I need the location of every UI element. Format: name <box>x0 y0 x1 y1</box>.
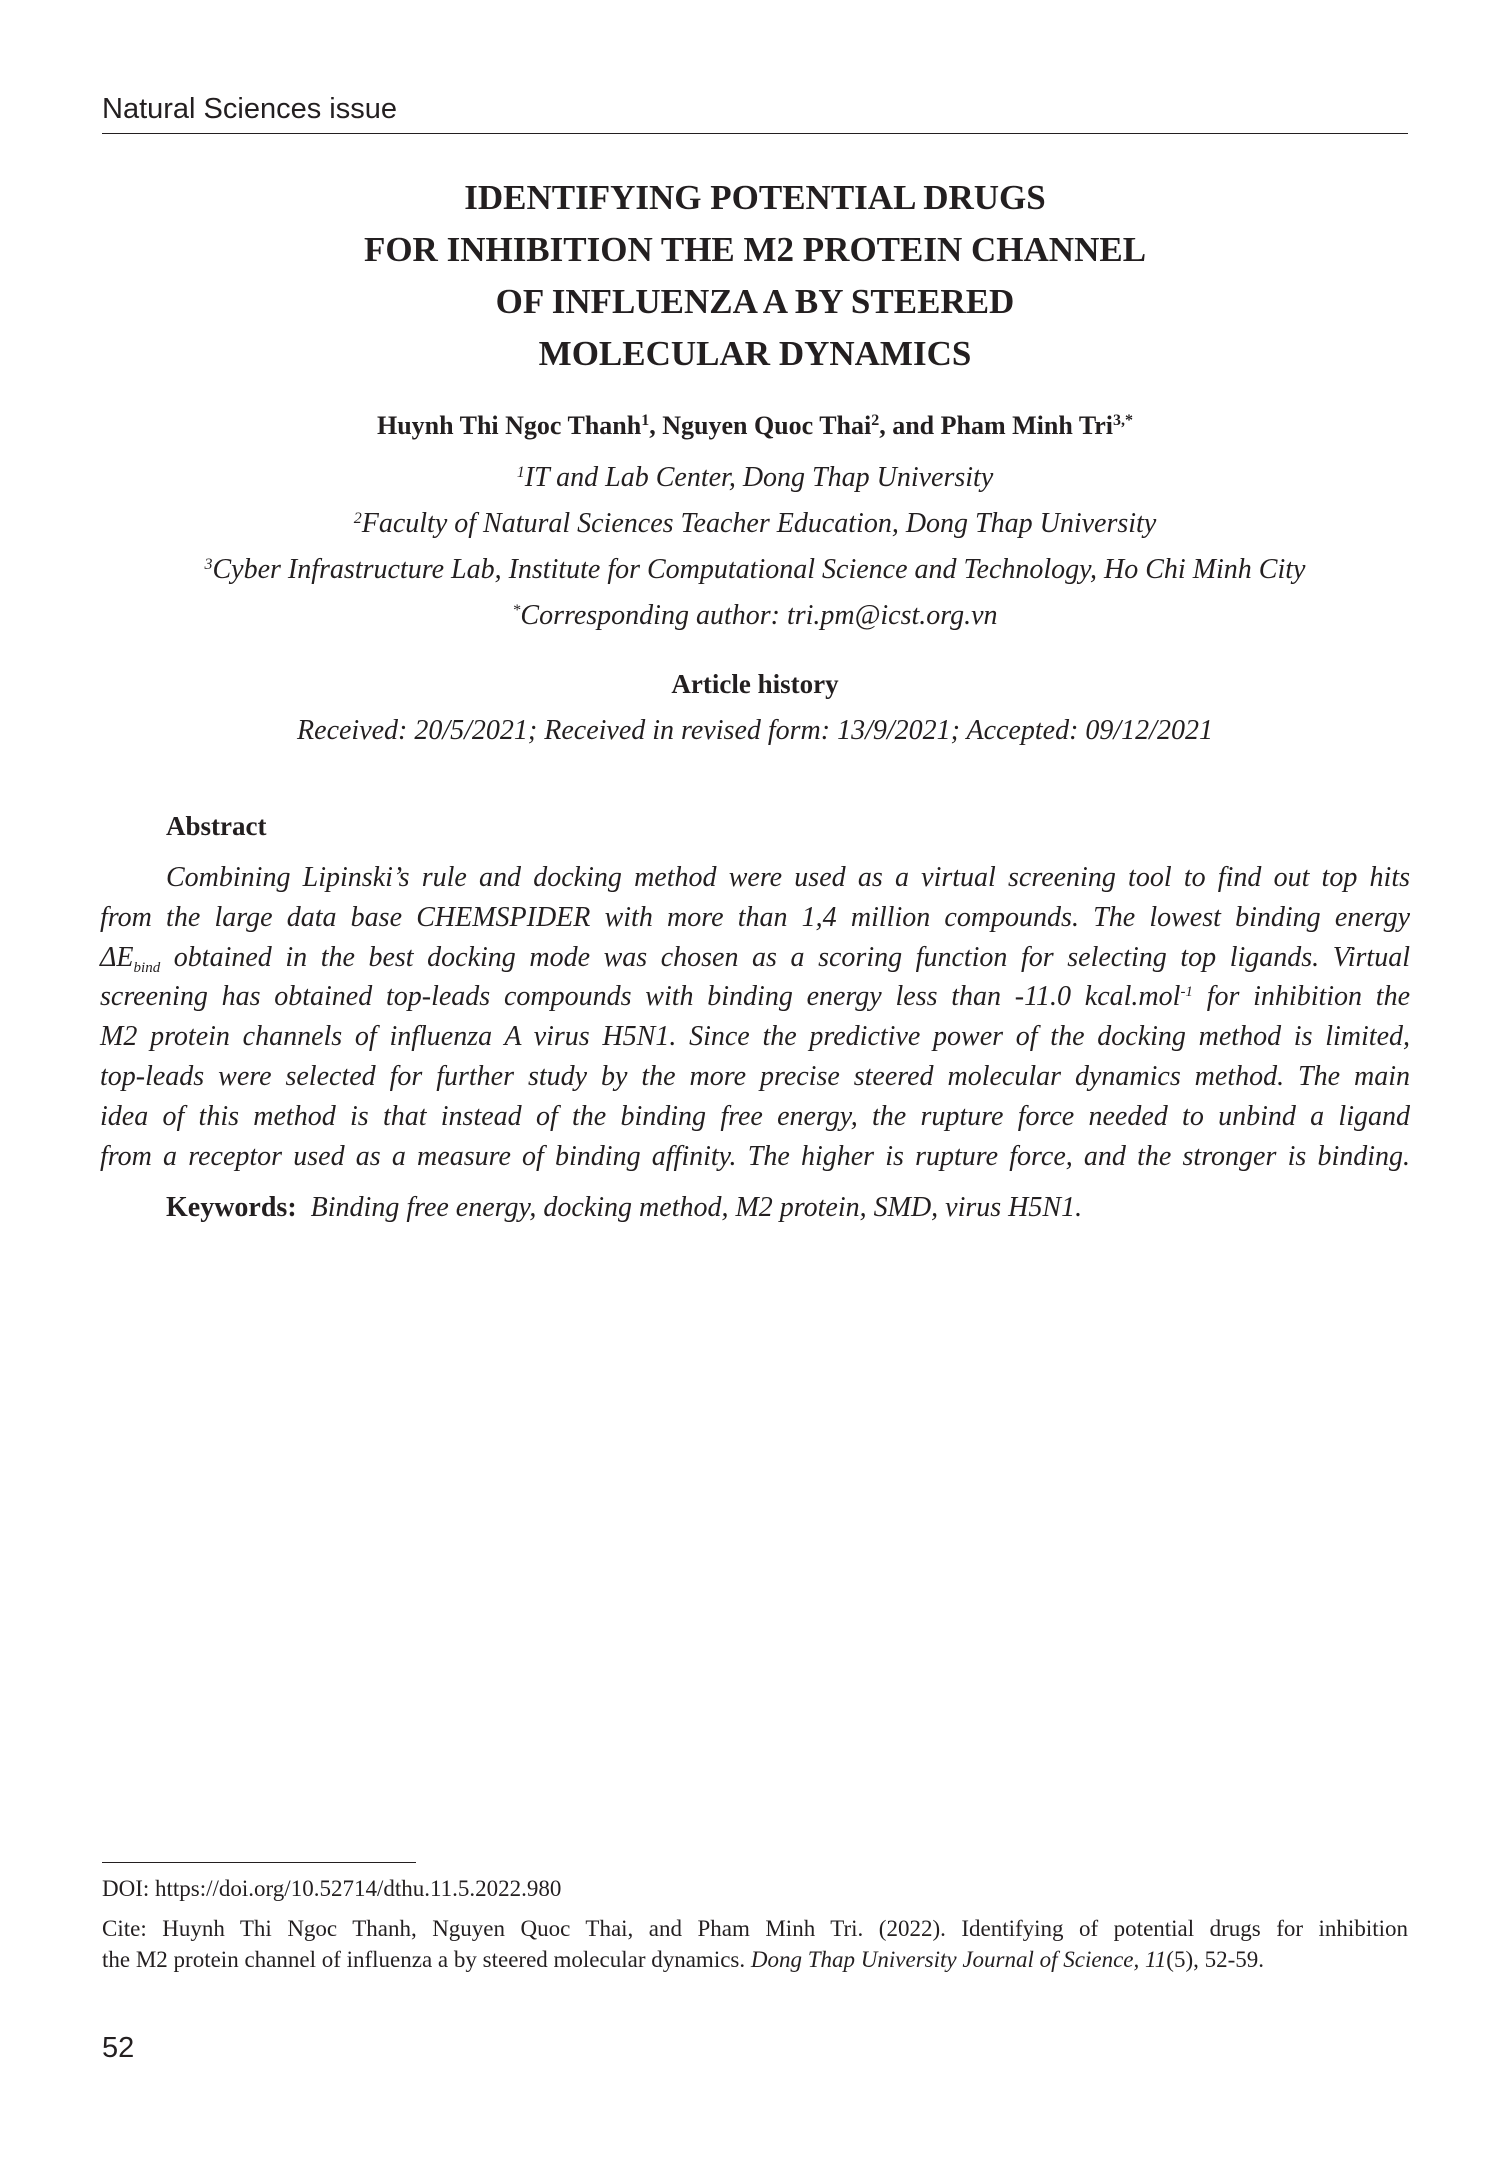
header-rule <box>102 133 1408 134</box>
author-list <box>102 408 1408 444</box>
author-name: Huynh Thi Ngoc Thanh <box>376 411 642 440</box>
binding-energy-symbol: ΔE <box>100 941 134 973</box>
keywords-text: Binding free energy, docking method, M2 protein, SMD, virus H5N1. <box>310 1192 1083 1223</box>
abstract-line: from a receptor used as a measure of binding affinity. The higher is rupture force, and the stronger is binding. <box>100 1140 1410 1172</box>
affiliation <box>102 460 1408 496</box>
affiliation-text: Faculty of Natural Sciences Teacher Education, Dong Thap University <box>361 508 1157 539</box>
author-affiliation-mark: 2 <box>871 412 880 429</box>
unit-exponent: -1 <box>1180 984 1193 1001</box>
citation-footnote <box>102 1913 1408 1975</box>
article-title <box>102 172 1408 380</box>
abstract-line-text: for inhibition the <box>1192 981 1411 1013</box>
doi-footnote: DOI: https://doi.org/10.52714/dthu.11.5.2022.980 <box>102 1876 562 1901</box>
author-affiliation-mark: 3,* <box>1113 412 1134 429</box>
citation-text: the M2 protein channel of influenza a by steered molecular dynamics. <box>102 1947 751 1972</box>
article-history-heading: Article history <box>671 669 839 699</box>
page-number: 52 <box>102 2032 135 2064</box>
abstract-line <box>100 977 1410 1017</box>
article-history-dates: Received: 20/5/2021; Received in revised form: 13/9/2021; Accepted: 09/12/2021 <box>297 715 1213 746</box>
affiliation-mark: * <box>512 602 521 619</box>
abstract-line-text: obtained in the best docking mode was chosen as a scoring function for selecting top ligands. Virtual <box>160 941 1410 973</box>
abstract-line: top-leads were selected for further study by the more precise steered molecular dynamics method. The main <box>100 1060 1410 1092</box>
title-line: OF INFLUENZA A BY STEERED <box>495 282 1015 321</box>
corresponding-author <box>102 598 1408 634</box>
citation-line <box>102 1944 1408 1975</box>
affiliation <box>102 552 1408 588</box>
abstract-line: Combining Lipinski’s rule and docking method were used as a virtual screening tool to find out top hits <box>166 862 1410 893</box>
abstract-line-text: screening has obtained top-leads compounds with binding energy less than -11.0 kcal.mol <box>100 981 1181 1013</box>
running-head: Natural Sciences issue <box>102 93 397 125</box>
title-line: MOLECULAR DYNAMICS <box>538 334 972 373</box>
citation-journal: Dong Thap University Journal of Science, 11 <box>750 1947 1167 1972</box>
author-affiliation-mark: 1 <box>641 412 650 429</box>
author-separator: , and <box>879 411 941 440</box>
binding-energy-subscript: bind <box>133 959 161 976</box>
title-line: IDENTIFYING POTENTIAL DRUGS <box>464 178 1046 217</box>
keywords-label: Keywords: <box>166 1192 297 1223</box>
affiliation-text: Cyber Infrastructure Lab, Institute for Computational Science and Technology, Ho Chi Minh City <box>212 554 1306 585</box>
affiliation-mark: 3 <box>204 556 213 573</box>
footnote-rule <box>102 1862 416 1863</box>
abstract-line: from the large data base CHEMSPIDER with more than 1,4 million compounds. The lowest binding energy <box>100 901 1410 933</box>
abstract-line: idea of this method is that instead of the binding free energy, the rupture force needed to unbind a ligand <box>100 1100 1410 1132</box>
author-name: Pham Minh Tri <box>940 411 1114 440</box>
citation-line: Cite: Huynh Thi Ngoc Thanh, Nguyen Quoc Thai, and Pham Minh Tri. (2022). Identifying of potential drugs for inhibition <box>102 1916 1408 1941</box>
abstract-heading: Abstract <box>166 811 267 841</box>
abstract-body <box>100 858 1410 1176</box>
affiliation-text: IT and Lab Center, Dong Thap University <box>524 462 994 493</box>
abstract-line: M2 protein channels of influenza A virus H5N1. Since the predictive power of the docking method is limited, <box>100 1021 1410 1053</box>
affiliation-mark: 2 <box>353 510 362 527</box>
abstract-line <box>100 938 1410 978</box>
title-line: FOR INHIBITION THE M2 PROTEIN CHANNEL <box>363 230 1147 269</box>
author-name: Nguyen Quoc Thai <box>662 411 872 440</box>
keywords <box>166 1190 1082 1226</box>
affiliation <box>102 506 1408 542</box>
corresponding-author-text: Corresponding author: tri.pm@icst.org.vn <box>520 600 998 631</box>
affiliation-mark: 1 <box>516 464 525 481</box>
author-separator: , <box>649 411 663 440</box>
citation-text: (5), 52-59. <box>1166 1947 1265 1972</box>
